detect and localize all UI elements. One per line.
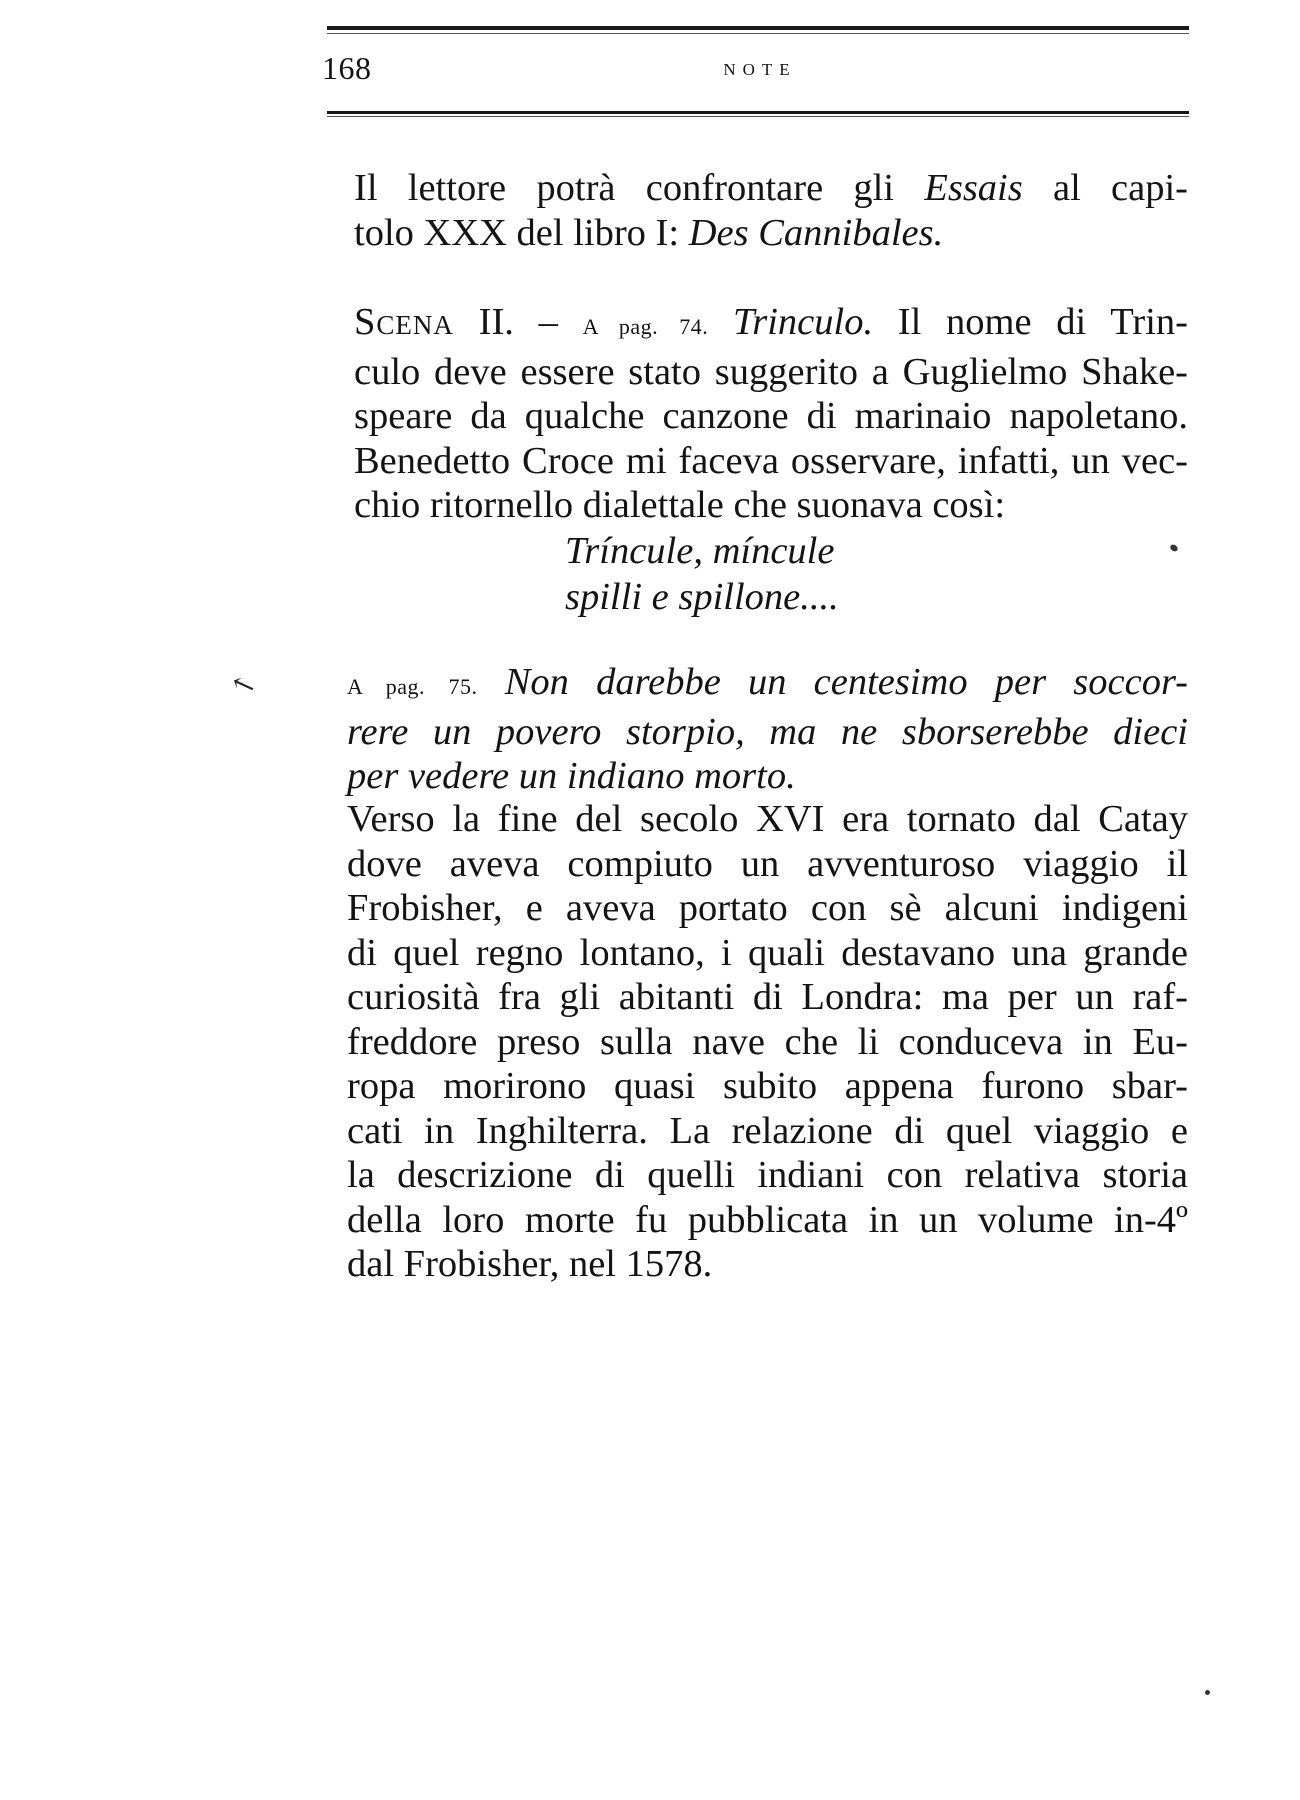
page-reference: A pag. 75. bbox=[347, 674, 478, 699]
verse-quote bbox=[565, 528, 839, 620]
text-line: cati in Inghilterra. La relazione di quel viaggio e bbox=[347, 1109, 1188, 1152]
text-line bbox=[312, 166, 1188, 211]
text-line: la descrizione di quelli indiani con relativa storia bbox=[347, 1154, 1188, 1196]
page-number: 168 bbox=[322, 50, 372, 86]
text-line: speare da qualche canzone di marinaio napoletano. bbox=[354, 395, 1188, 437]
text-run: al capi- bbox=[1022, 167, 1188, 209]
paragraph-trinculo bbox=[312, 300, 1188, 528]
text-run: II. – bbox=[453, 301, 583, 343]
text-line: Benedetto Croce mi faceva osservare, infatti, un vec- bbox=[354, 439, 1188, 482]
header-rule-top bbox=[327, 26, 1189, 30]
header-rule-bottom-thin bbox=[327, 116, 1189, 117]
text-line bbox=[312, 710, 1188, 755]
italic-title: Essais bbox=[924, 167, 1023, 209]
text-run: Il nome di Trin- bbox=[873, 301, 1188, 343]
running-head: NOTE bbox=[723, 60, 797, 79]
text-line: di quel regno lontano, i quali destavano una grande bbox=[347, 931, 1188, 974]
italic-quote: Non darebbe un centesimo per soccor- bbox=[477, 661, 1188, 703]
text-line bbox=[312, 660, 1188, 710]
verse-line: Tríncule, míncule bbox=[565, 530, 835, 572]
paragraph-essais bbox=[312, 166, 1188, 255]
text-line: freddore preso sulla nave che li conduceva in Eu- bbox=[347, 1020, 1188, 1063]
margin-arrow-icon: ↖ bbox=[227, 666, 261, 705]
header-rule-top-thin bbox=[327, 33, 1189, 34]
ink-speck bbox=[1169, 543, 1179, 553]
text-line: della loro morte fu pubblicata in un volume in-4º bbox=[347, 1198, 1188, 1241]
text-line: chio ritornello dialettale che suonava così: bbox=[354, 484, 1006, 526]
header-rule-bottom bbox=[327, 111, 1189, 114]
page-reference: A pag. 74. bbox=[582, 314, 709, 339]
ink-speck bbox=[1205, 1690, 1210, 1695]
text-line bbox=[312, 754, 1188, 799]
paragraph-frobisher bbox=[312, 797, 1188, 1287]
text-line: dove aveva compiuto un avventuroso viaggio il bbox=[347, 842, 1188, 885]
paragraph-centesimo bbox=[312, 660, 1188, 799]
verse-line: spilli e spillone.... bbox=[565, 576, 839, 618]
text-line: curiosità fra gli abitanti di Londra: ma per un raf- bbox=[347, 976, 1188, 1018]
italic-name: Trinculo. bbox=[732, 301, 874, 343]
scene-label: Scena bbox=[354, 301, 454, 343]
italic-quote: rere un povero storpio, ma ne sborserebbe dieci bbox=[347, 710, 1188, 753]
text-line: Frobisher, e aveva portato con sè alcuni indigeni bbox=[347, 887, 1188, 929]
text-run: Il lettore potrà confrontare gli bbox=[354, 167, 925, 209]
text-line bbox=[312, 300, 1188, 350]
text-run: tolo XXX del libro I: bbox=[354, 211, 689, 254]
text-line: ropa morirono quasi subito appena furono sbar- bbox=[347, 1065, 1188, 1107]
text-line: dal Frobisher, nel 1578. bbox=[347, 1243, 713, 1285]
text-line: Verso la fine del secolo XVI era tornato dal Catay bbox=[347, 798, 1188, 840]
text-line: culo deve essere stato suggerito a Guglielmo Shake- bbox=[354, 350, 1188, 393]
text-line bbox=[312, 211, 1188, 256]
text-run bbox=[708, 301, 733, 343]
italic-title: Des Cannibales. bbox=[688, 211, 944, 254]
italic-quote: per vedere un indiano morto. bbox=[347, 755, 796, 797]
